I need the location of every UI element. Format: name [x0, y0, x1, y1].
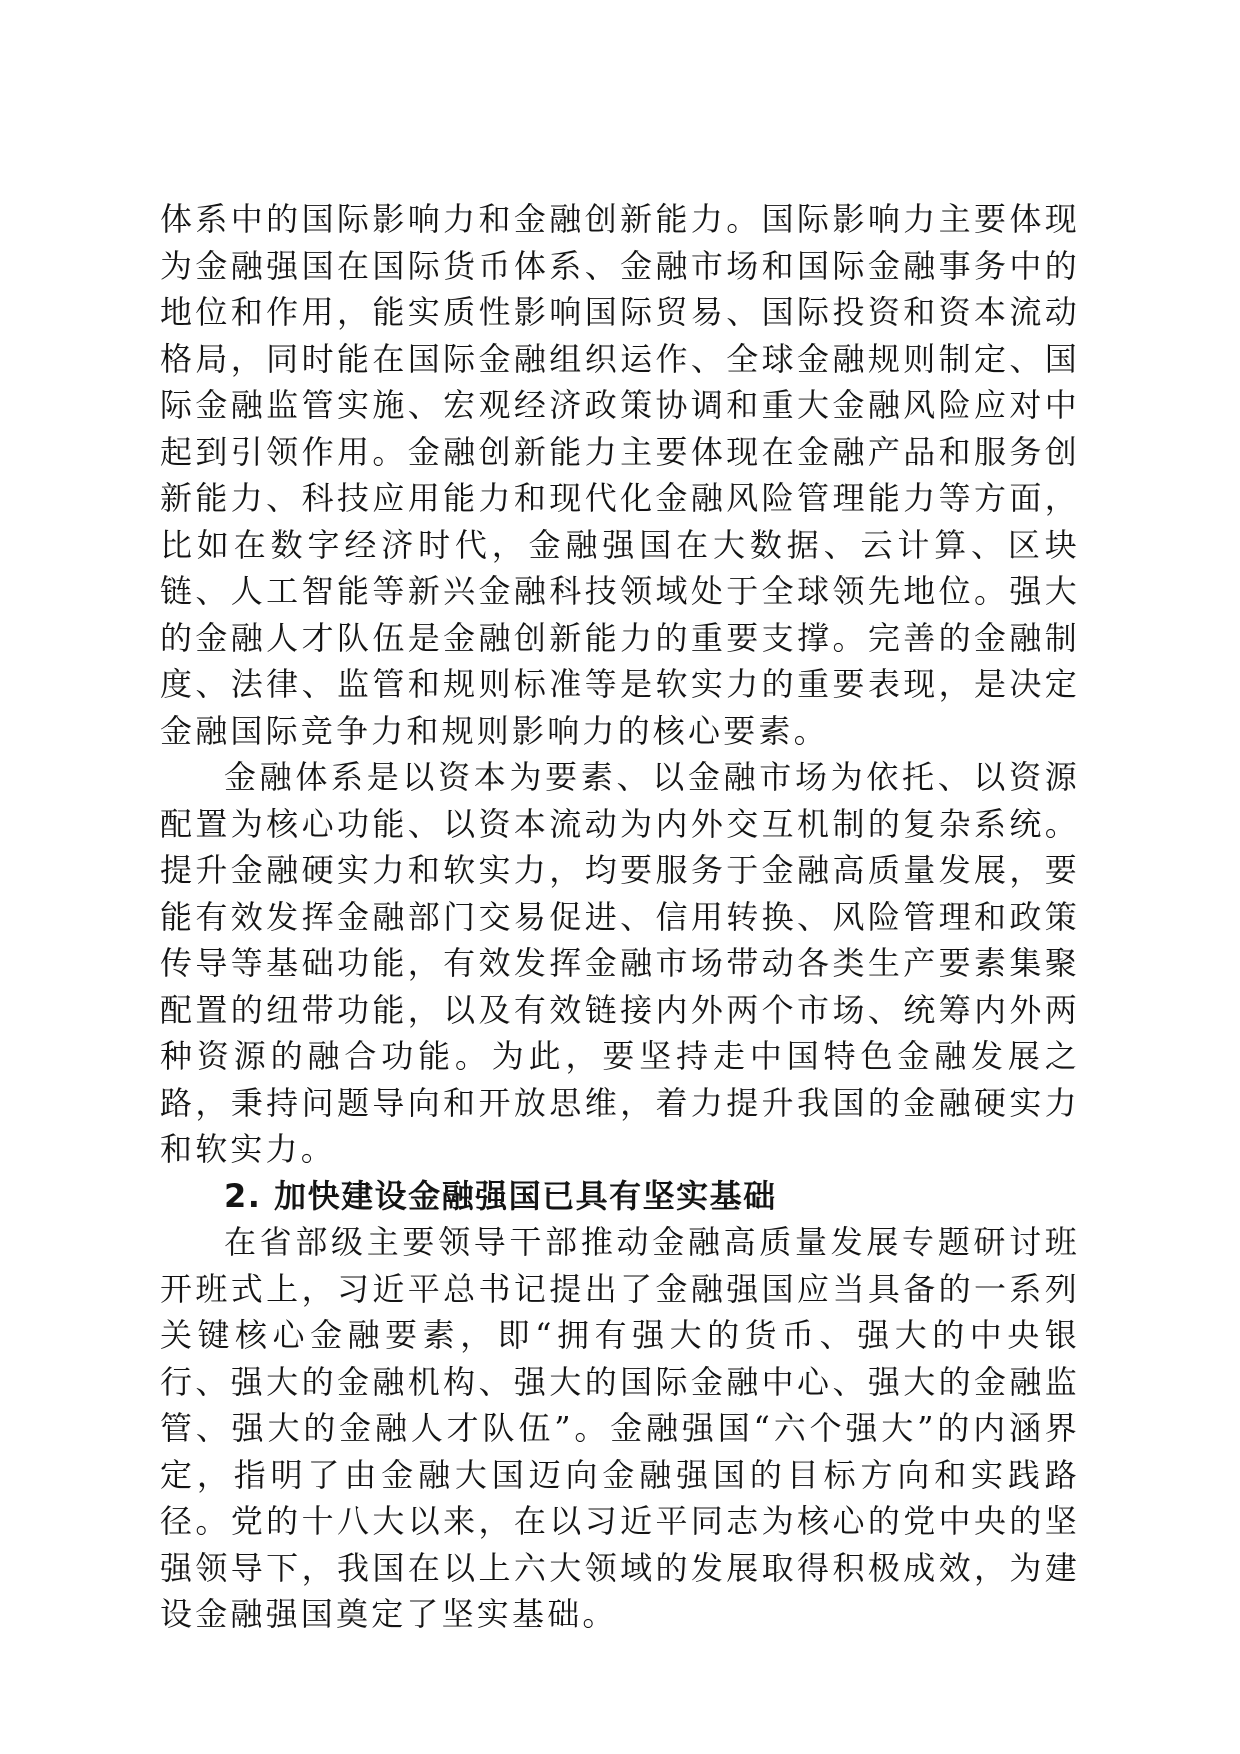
section-heading: 2. 加快建设金融强国已具有坚实基础	[224, 1176, 777, 1215]
body-paragraph-2: 金融体系是以资本为要素、以金融市场为依托、以资源配置为核心功能、以资本流动为内外交互机制的复杂系统。提升金融硬实力和软实力，均要服务于金融高质量发展，要能有效发挥金融部门交易促进、信用转换、风险管理和政策传导等基础功能，有效发挥金融市场带动各类生产要素集聚配置的纽带功能，以及有效链接内外两个市场、统筹内外两种资源的融合功能。为此，要坚持走中国特色金融发展之路，秉持问题导向和开放思维，着力提升我国的金融硬实力和软实力。	[160, 758, 1080, 1168]
body-paragraph-1: 体系中的国际影响力和金融创新能力。国际影响力主要体现为金融强国在国际货币体系、金融市场和国际金融事务中的地位和作用，能实质性影响国际贸易、国际投资和资本流动格局，同时能在国际金融组织运作、全球金融规则制定、国际金融监管实施、宏观经济政策协调和重大金融风险应对中起到引领作用。金融创新能力主要体现在金融产品和服务创新能力、科技应用能力和现代化金融风险管理能力等方面，比如在数字经济时代，金融强国在大数据、云计算、区块链、人工智能等新兴金融科技领域处于全球领先地位。强大的金融人才队伍是金融创新能力的重要支撑。完善的金融制度、法律、监管和规则标准等是软实力的重要表现，是决定金融国际竞争力和规则影响力的核心要素。	[160, 200, 1080, 750]
body-paragraph-3: 在省部级主要领导干部推动金融高质量发展专题研讨班开班式上，习近平总书记提出了金融强国应当具备的一系列关键核心金融要素，即“拥有强大的货币、强大的中央银行、强大的金融机构、强大的国际金融中心、强大的金融监管、强大的金融人才队伍”。金融强国“六个强大”的内涵界定，指明了由金融大国迈向金融强国的目标方向和实践路径。党的十八大以来，在以习近平同志为核心的党中央的坚强领导下，我国在以上六大领域的发展取得积极成效，为建设金融强国奠定了坚实基础。	[160, 1223, 1080, 1633]
document-page	[160, 196, 1080, 1638]
